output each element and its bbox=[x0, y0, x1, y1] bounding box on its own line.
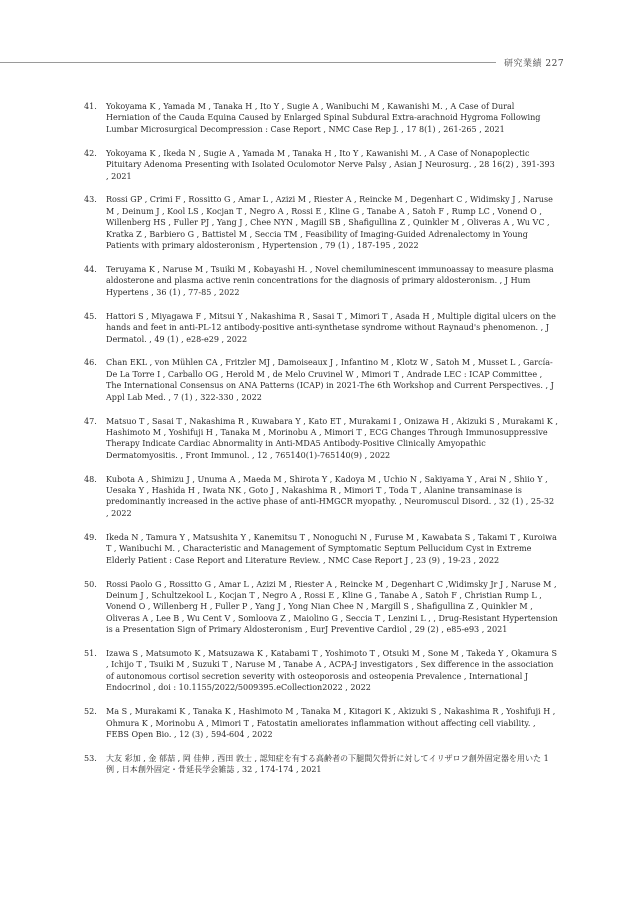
reference-item: 52. Ma S , Murakami K , Tanaka K , Hashimoto M , Tanaka M , Kitagori K , Akizuki S , Nakashima R , Yoshifuji H , Ohmura K , Morinobu A , Mimori T , Fatostatin ameliorates inflammation without affecting cell viability. , FEBS Open Bio. , 12 (3) , 594-604 , 2022 bbox=[90, 706, 558, 740]
reference-text: Chan EKL , von Mühlen CA , Fritzler MJ , Damoiseaux J , Infantino M , Klotz W , Satoh M , Musset L , García-De La Torre I , Carballo OG , Herold M , de Melo Cruvinel W , Mimori T , Andrade LEC : ICAP Committee , The International Consensus on ANA Patterns (ICAP) in 2021-The 6th Workshop and Current Perspectives. , J Appl Lab Med. , 7 (1) , 322-330 , 2022 bbox=[106, 358, 554, 402]
reference-item: 47. Matsuo T , Sasai T , Nakashima R , Kuwabara Y , Kato ET , Murakami I , Onizawa H , Akizuki S , Murakami K , Hashimoto M , Yoshifuji H , Tanaka M , Morinobu A , Mimori T , ECG Changes Through Immunosuppressive Therapy Indicate Cardiac Abnormality in Anti-MDA5 Antibody-Positive Clinically Amyopathic Dermatomyositis. , Front Immunol. , 12 , 765140(1)-765140(9) , 2022 bbox=[84, 416, 558, 460]
page-header bbox=[0, 56, 636, 70]
reference-item: 49. Ikeda N , Tamura Y , Matsushita Y , Kanemitsu T , Nonoguchi N , Furuse M , Kawabata S , Takami T , Kuroiwa T , Wanibuchi M. , Characteristic and Management of Symptomatic Septum Pellucidum Cyst in Extreme Elderly Patient : Case Report and Literature Review. , NMC Case Report J , 23 (9) , 19-23 , 2022 bbox=[84, 532, 557, 565]
reference-text: Izawa S , Matsumoto K , Matsuzawa K , Katabami T , Yoshimoto T , Otsuki M , Sone M , Takeda Y , Okamura S , Ichijo T , Tsuiki M , Suzuki T , Naruse M , Tanabe A , ACPA-J investigators , Sex difference in the association of autonomous cortisol secretion severity with osteoporosis and osteopenia Prevalence , International J Endocrinol , doi : 10.1155/2022/5009395.eCollection2022 , 2022 bbox=[106, 649, 557, 693]
reference-text: Rossi GP , Crimi F , Rossitto G , Amar L , Azizi M , Riester A , Reincke M , Degenhart C , Widimsky J , Naruse M , Deinum J , Kool LS , Kocjan T , Negro A , Rossi E , Kline G , Tanabe A , Satoh F , Rump LC , Vonend O , Willenberg HS , Fuller PJ , Yang J , Chee NYN , Magill SB , Shafigullina Z , Quinkler M , Oliveras A , Wu VC , Kratka Z , Barbiero G , Battistel M , Seccia TM , Feasibility of Imaging-Guided Adrenalectomy in Young Patients with primary aldosteronism , Hypertension , 79 (1) , 187-195 , 2022 bbox=[106, 195, 553, 251]
reference-item: 48. Kubota A , Shimizu J , Unuma A , Maeda M , Shirota Y , Kadoya M , Uchio N , Sakiyama Y , Arai N , Shiio Y , Uesaka Y , Hashida H , Iwata NK , Goto J , Nakashima R , Mimori T , Toda T , Alanine transaminase is predominantly increased in the active phase of anti-HMGCR myopathy. , Neuromuscul Disord. , 32 (1) , 25-32 , 2022 bbox=[90, 474, 558, 520]
reference-text: 大友 彩加 , 金 郁喆 , 岡 佳伸 , 西田 敦士 , 認知症を有する高齢者の下腿間欠骨折に対してイリザロフ創外固定器を用いた 1 例 , 日本創外固定・骨延長学会雑誌 , 32 , 174-174 , 2021 bbox=[106, 753, 549, 775]
reference-item: 45. Hattori S , Miyagawa F , Mitsui Y , Nakashima R , Sasai T , Mimori T , Asada H , Multiple digital ulcers on the hands and feet in anti-PL-12 antibody-positive anti-synthetase syndrome without Raynaud's phenomenon. , J Dermatol. , 49 (1) , e28-e29 , 2022 bbox=[90, 311, 558, 345]
reference-item: 53. 大友 彩加 , 金 郁喆 , 岡 佳伸 , 西田 敦士 , 認知症を有する高齢者の下腿間欠骨折に対してイリザロフ創外固定器を用いた 1 例 , 日本創外固定・骨延長学会雑誌 , 32 , 174-174 , 2021 bbox=[90, 753, 558, 776]
reference-text: Matsuo T , Sasai T , Nakashima R , Kuwabara Y , Kato ET , Murakami I , Onizawa H , Akizuki S , Murakami K , Hashimoto M , Yoshifuji H , Tanaka M , Morinobu A , Mimori T , ECG Changes Through Immunosuppressive Therapy Indicate Cardiac Abnormality in Anti-MDA5 Antibody-Positive Clinically Amyopathic Dermatomyositis. , Front Immunol. , 12 , 765140(1)-765140(9) , 2022 bbox=[106, 416, 558, 460]
reference-text: Rossi Paolo G , Rossitto G , Amar L , Azizi M , Riester A , Reincke M , Degenhart C ,Widimsky Jr J , Naruse M , Deinum J , Schultzekool L , Kocjan T , Negro A , Rossi E , Kline G , Tanabe A , Satoh F , Christian Rump L , Vonend O , Willenberg H , Fuller P , Yang J , Yong Nian Chee N , Margill S , Shafigullina Z , Quinkler M , Oliveras A , Lee B , Wu Cent V , Somloova Z , Maiolino G , Seccia T , Lenzini L , , Drug-Resistant Hypertension is a Presentation Sign of Primary Aldosteronism , EurJ Preventive Cardiol , 29 (2) , e85-e93 , 2021 bbox=[106, 579, 558, 635]
reference-text: Yokoyama K , Yamada M , Tanaka H , Ito Y , Sugie A , Wanibuchi M , Kawanishi M. , A Case of Dural Herniation of the Cauda Equina Caused by Enlarged Spinal Subdural Extra-arachnoid Hygroma Following Lumbar Microsurgical Decompression : Case Report , NMC Case Rep J. , 17 8(1) , 261-265 , 2021 bbox=[106, 102, 541, 134]
reference-text: Hattori S , Miyagawa F , Mitsui Y , Nakashima R , Sasai T , Mimori T , Asada H , Multiple digital ulcers on the hands and feet in anti-PL-12 antibody-positive anti-synthetase syndrome without Raynaud's phenomenon. , J Dermatol. , 49 (1) , e28-e29 , 2022 bbox=[106, 311, 556, 344]
reference-item: 50. Rossi Paolo G , Rossitto G , Amar L , Azizi M , Riester A , Reincke M , Degenhart C ,Widimsky Jr J , Naruse M , Deinum J , Schultzekool L , Kocjan T , Negro A , Rossi E , Kline G , Tanabe A , Satoh F , Christian Rump L , Vonend O , Willenberg H , Fuller P , Yang J , Yong Nian Chee N , Margill S , Shafigullina Z , Quinkler M , Oliveras A , Lee B , Wu Cent V , Somloova Z , Maiolino G , Seccia T , Lenzini L , , Drug-Resistant Hypertension is a Presentation Sign of Primary Aldosteronism , EurJ Preventive Cardiol , 29 (2) , e85-e93 , 2021 bbox=[84, 579, 558, 635]
header-rule bbox=[0, 62, 496, 63]
reference-item: 51. Izawa S , Matsumoto K , Matsuzawa K , Katabami T , Yoshimoto T , Otsuki M , Sone M , Takeda Y , Okamura S , Ichijo T , Tsuiki M , Suzuki T , Naruse M , Tanabe A , ACPA-J investigators , Sex difference in the association of autonomous cortisol secretion severity with osteoporosis and osteopenia Prevalence , International J Endocrinol , doi : 10.1155/2022/5009395.eCollection2022 , 2022 bbox=[84, 649, 557, 693]
reference-text: Teruyama K , Naruse M , Tsuiki M , Kobayashi H. , Novel chemiluminescent immunoassay to measure plasma aldosterone and plasma active renin concentrations for the diagnosis of primary aldosteronism. , J Hum Hypertens , 36 (1) , 77-85 , 2022 bbox=[106, 264, 554, 297]
reference-text: Kubota A , Shimizu J , Unuma A , Maeda M , Shirota Y , Kadoya M , Uchio N , Sakiyama Y , Arai N , Shiio Y , Uesaka Y , Hashida H , Iwata NK , Goto J , Nakashima R , Mimori T , Toda T , Alanine transaminase is predominantly increased in the active phase of anti-HMGCR myopathy. , Neuromuscul Disord. , 32 (1) , 25-32 , 2022 bbox=[106, 474, 555, 518]
reference-list bbox=[84, 101, 558, 788]
reference-item: 41. Yokoyama K , Yamada M , Tanaka H , Ito Y , Sugie A , Wanibuchi M , Kawanishi M. , A Case of Dural Herniation of the Cauda Equina Caused by Enlarged Spinal Subdural Extra-arachnoid Hygroma Following Lumbar Microsurgical Decompression : Case Report , NMC Case Rep J. , 17 8(1) , 261-265 , 2021 bbox=[90, 101, 558, 135]
reference-text: Yokoyama K , Ikeda N , Sugie A , Yamada M , Tanaka H , Ito Y , Kawanishi M. , A Case of Nonapoplectic Pituitary Adenoma Presenting with Isolated Oculomotor Nerve Palsy , Asian J Neurosurg. , 28 16(2) , 391-393 , 2021 bbox=[106, 148, 555, 181]
reference-item: 43. Rossi GP , Crimi F , Rossitto G , Amar L , Azizi M , Riester A , Reincke M , Degenhart C , Widimsky J , Naruse M , Deinum J , Kool LS , Kocjan T , Negro A , Rossi E , Kline G , Tanabe A , Satoh F , Rump LC , Vonend O , Willenberg HS , Fuller PJ , Yang J , Chee NYN , Magill SB , Shafigullina Z , Quinkler M , Oliveras A , Wu VC , Kratka Z , Barbiero G , Battistel M , Seccia TM , Feasibility of Imaging-Guided Adrenalectomy in Young Patients with primary aldosteronism , Hypertension , 79 (1) , 187-195 , 2022 bbox=[90, 194, 558, 251]
header-title: 研究業績 227 bbox=[504, 59, 565, 69]
reference-item: 46. Chan EKL , von Mühlen CA , Fritzler MJ , Damoiseaux J , Infantino M , Klotz W , Satoh M , Musset L , García-De La Torre I , Carballo OG , Herold M , de Melo Cruvinel W , Mimori T , Andrade LEC : ICAP Committee , The International Consensus on ANA Patterns (ICAP) in 2021-The 6th Workshop and Current Perspectives. , J Appl Lab Med. , 7 (1) , 322-330 , 2022 bbox=[90, 357, 558, 403]
reference-text: Ma S , Murakami K , Tanaka K , Hashimoto M , Tanaka M , Kitagori K , Akizuki S , Nakashima R , Yoshifuji H , Ohmura K , Morinobu A , Mimori T , Fatostatin ameliorates inflammation without affecting cell viability. , FEBS Open Bio. , 12 (3) , 594-604 , 2022 bbox=[106, 707, 556, 739]
reference-item: 44. Teruyama K , Naruse M , Tsuiki M , Kobayashi H. , Novel chemiluminescent immunoassay to measure plasma aldosterone and plasma active renin concentrations for the diagnosis of primary aldosteronism. , J Hum Hypertens , 36 (1) , 77-85 , 2022 bbox=[90, 264, 558, 298]
reference-item: 42. Yokoyama K , Ikeda N , Sugie A , Yamada M , Tanaka H , Ito Y , Kawanishi M. , A Case of Nonapoplectic Pituitary Adenoma Presenting with Isolated Oculomotor Nerve Palsy , Asian J Neurosurg. , 28 16(2) , 391-393 , 2021 bbox=[90, 148, 558, 182]
reference-text: Ikeda N , Tamura Y , Matsushita Y , Kanemitsu T , Nonoguchi N , Furuse M , Kawabata S , Takami T , Kuroiwa T , Wanibuchi M. , Characteristic and Management of Symptomatic Septum Pellucidum Cyst in Extreme Elderly Patient : Case Report and Literature Review. , NMC Case Report J , 23 (9) , 19-23 , 2022 bbox=[106, 532, 557, 565]
